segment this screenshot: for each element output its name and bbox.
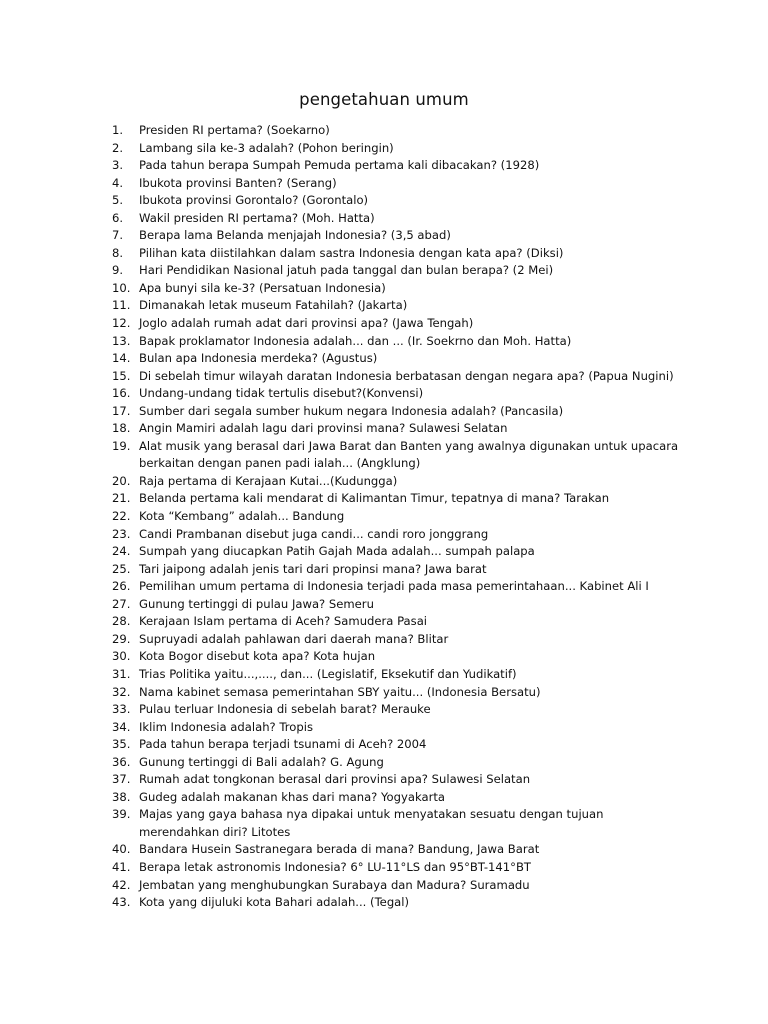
list-item bbox=[112, 508, 672, 526]
list-item-number: 11. bbox=[112, 298, 131, 313]
list-item-text bbox=[139, 227, 672, 245]
list-item-text bbox=[139, 841, 672, 859]
list-item bbox=[112, 192, 672, 210]
list-item-number: 12. bbox=[112, 316, 131, 331]
list-item-text-line: Gunung tertinggi di pulau Jawa? Semeru bbox=[139, 596, 374, 611]
list-item bbox=[112, 859, 672, 877]
list-item-text-line: Undang-undang tidak tertulis disebut?(Konvensi) bbox=[139, 386, 424, 401]
list-item bbox=[112, 561, 672, 579]
list-item-text-line: Bandara Husein Sastranegara berada di mana? Bandung, Jawa Barat bbox=[139, 842, 540, 857]
list-item bbox=[112, 631, 672, 649]
list-item-text-line: Kota Bogor disebut kota apa? Kota hujan bbox=[139, 649, 376, 664]
list-item-text-line: Ibukota provinsi Gorontalo? (Gorontalo) bbox=[139, 193, 369, 208]
list-item-text bbox=[139, 157, 672, 175]
list-item-text bbox=[139, 596, 672, 614]
list-item-number: 16. bbox=[112, 386, 131, 401]
list-item-text-line: Pulau terluar Indonesia di sebelah barat? Merauke bbox=[139, 702, 431, 717]
list-item-text bbox=[139, 771, 672, 789]
list-item-text bbox=[139, 719, 672, 737]
list-item-number: 21. bbox=[112, 491, 131, 506]
list-item-text bbox=[139, 262, 672, 280]
list-item-number: 17. bbox=[112, 403, 131, 418]
list-item bbox=[112, 403, 672, 421]
list-item-text bbox=[139, 122, 672, 140]
list-item bbox=[112, 596, 672, 614]
list-item-number: 26. bbox=[112, 579, 131, 594]
list-item-text bbox=[139, 701, 672, 719]
list-item bbox=[112, 157, 672, 175]
list-item bbox=[112, 736, 672, 754]
list-item-text bbox=[139, 333, 672, 351]
list-item-text-line: Hari Pendidikan Nasional jatuh pada tanggal dan bulan berapa? (2 Mei) bbox=[139, 263, 554, 278]
list-item-text-line: Presiden RI pertama? (Soekarno) bbox=[139, 123, 330, 137]
list-item bbox=[112, 315, 672, 333]
list-item-text bbox=[139, 438, 678, 473]
list-item-text bbox=[139, 490, 672, 508]
list-item-text bbox=[139, 297, 672, 315]
list-item-number: 32. bbox=[112, 684, 131, 699]
list-item-text-line: Alat musik yang berasal dari Jawa Barat dan Banten yang awalnya digunakan untuk upacara bbox=[139, 438, 679, 453]
list-item bbox=[112, 666, 672, 684]
list-item-text-line: Raja pertama di Kerajaan Kutai...(Kudungga) bbox=[139, 473, 398, 488]
list-item-number: 6. bbox=[112, 210, 124, 225]
list-item-text bbox=[139, 631, 672, 649]
list-item bbox=[112, 789, 672, 807]
list-item-text-line: Trias Politika yaitu...,...., dan... (Legislatif, Eksekutif dan Yudikatif) bbox=[139, 666, 517, 681]
list-item bbox=[112, 841, 672, 859]
list-item-text bbox=[139, 473, 672, 491]
list-item-text-line: Wakil presiden RI pertama? (Moh. Hatta) bbox=[139, 210, 375, 225]
list-item-number: 15. bbox=[112, 368, 131, 383]
list-item-text bbox=[139, 140, 672, 158]
list-item-text-line: berkaitan dengan panen padi ialah... (Angklung) bbox=[139, 456, 421, 471]
list-item bbox=[112, 613, 672, 631]
list-item-text-line: Tari jaipong adalah jenis tari dari propinsi mana? Jawa barat bbox=[139, 561, 487, 576]
list-item-text bbox=[139, 736, 672, 754]
list-item-text-line: Dimanakah letak museum Fatahilah? (Jakarta) bbox=[139, 298, 408, 313]
list-item-text-line: Sumpah yang diucapkan Patih Gajah Mada adalah... sumpah palapa bbox=[139, 544, 535, 559]
list-item bbox=[112, 175, 672, 193]
list-item bbox=[112, 490, 672, 508]
list-item-number: 31. bbox=[112, 666, 131, 681]
list-item-text bbox=[139, 350, 672, 368]
list-item-text-line: Kota yang dijuluki kota Bahari adalah... (Tegal) bbox=[139, 895, 410, 910]
list-item bbox=[112, 227, 672, 245]
list-item-text-line: Ibukota provinsi Banten? (Serang) bbox=[139, 175, 337, 190]
question-list bbox=[112, 122, 679, 912]
list-item bbox=[112, 280, 672, 298]
list-item-text-line: Berapa lama Belanda menjajah Indonesia? (3,5 abad) bbox=[139, 228, 451, 243]
list-item-number: 36. bbox=[112, 754, 131, 769]
list-item bbox=[112, 420, 672, 438]
list-item-text bbox=[139, 210, 672, 228]
list-item-number: 37. bbox=[112, 772, 131, 787]
list-item-text-line: Lambang sila ke-3 adalah? (Pohon beringin) bbox=[139, 140, 394, 155]
list-item-number: 27. bbox=[112, 596, 131, 611]
list-item-text bbox=[139, 648, 672, 666]
list-item-text-line: Gudeg adalah makanan khas dari mana? Yogyakarta bbox=[139, 789, 446, 804]
list-item bbox=[112, 894, 672, 912]
list-item-number: 29. bbox=[112, 631, 131, 646]
list-item bbox=[112, 526, 672, 544]
list-item-text bbox=[139, 859, 672, 877]
list-item bbox=[112, 350, 672, 368]
list-item-number: 8. bbox=[112, 245, 124, 260]
list-item-text bbox=[139, 613, 672, 631]
list-item bbox=[112, 140, 672, 158]
list-item-number: 25. bbox=[112, 561, 131, 576]
list-item-text bbox=[139, 368, 674, 386]
list-item bbox=[112, 543, 672, 561]
list-item-text bbox=[139, 894, 672, 912]
list-item-text bbox=[139, 754, 672, 772]
list-item-text-line: Pada tahun berapa Sumpah Pemuda pertama kali dibacakan? (1928) bbox=[139, 158, 540, 173]
list-item-text bbox=[139, 245, 672, 263]
list-item-text-line: Kota “Kembang” adalah... Bandung bbox=[139, 509, 345, 524]
list-item-number: 40. bbox=[112, 842, 131, 857]
list-item bbox=[112, 877, 672, 895]
list-item-text-line: Di sebelah timur wilayah daratan Indonesia berbatasan dengan negara apa? (Papua Nugini) bbox=[139, 368, 674, 383]
list-item bbox=[112, 719, 672, 737]
list-item bbox=[112, 684, 672, 702]
list-item-text-line: Pemilihan umum pertama di Indonesia terjadi pada masa pemerintahaan... Kabinet Ali I bbox=[139, 579, 649, 594]
list-item bbox=[112, 262, 672, 280]
list-item-number: 5. bbox=[112, 193, 124, 208]
list-item-number: 28. bbox=[112, 614, 131, 629]
list-item bbox=[112, 771, 672, 789]
list-item bbox=[112, 438, 679, 473]
list-item-text-line: Nama kabinet semasa pemerintahan SBY yaitu... (Indonesia Bersatu) bbox=[139, 684, 541, 699]
list-item bbox=[112, 754, 672, 772]
list-item-text bbox=[139, 543, 672, 561]
list-item-text-line: Apa bunyi sila ke-3? (Persatuan Indonesia) bbox=[139, 280, 386, 295]
list-item-number: 4. bbox=[112, 175, 124, 190]
list-item bbox=[112, 368, 672, 386]
list-item-number: 9. bbox=[112, 263, 124, 278]
list-item-number: 41. bbox=[112, 859, 131, 874]
list-item-text bbox=[139, 806, 672, 841]
list-item-text-line: Iklim Indonesia adalah? Tropis bbox=[139, 719, 313, 734]
list-item-text bbox=[139, 280, 672, 298]
list-item-number: 35. bbox=[112, 737, 131, 752]
list-item-text-line: merendahkan diri? Litotes bbox=[139, 824, 291, 839]
list-item-number: 42. bbox=[112, 877, 131, 892]
list-item-text-line: Sumber dari segala sumber hukum negara Indonesia adalah? (Pancasila) bbox=[139, 403, 564, 418]
list-item-text bbox=[139, 508, 672, 526]
document-title: pengetahuan umum bbox=[299, 90, 469, 109]
list-item-text-line: Supruyadi adalah pahlawan dari daerah mana? Blitar bbox=[139, 631, 449, 646]
list-item bbox=[112, 245, 672, 263]
list-item bbox=[112, 333, 672, 351]
list-item-text bbox=[139, 385, 672, 403]
list-item bbox=[112, 122, 672, 140]
list-item-text-line: Belanda pertama kali mendarat di Kalimantan Timur, tepatnya di mana? Tarakan bbox=[139, 491, 610, 506]
list-item bbox=[112, 648, 672, 666]
list-item-number: 19. bbox=[112, 438, 131, 453]
list-item bbox=[112, 210, 672, 228]
list-item-text bbox=[139, 578, 672, 596]
list-item-number: 23. bbox=[112, 526, 131, 541]
list-item-number: 38. bbox=[112, 789, 131, 804]
list-item bbox=[112, 385, 672, 403]
list-item-text-line: Angin Mamiri adalah lagu dari provinsi mana? Sulawesi Selatan bbox=[139, 421, 508, 436]
list-item bbox=[112, 297, 672, 315]
list-item-text-line: Pada tahun berapa terjadi tsunami di Aceh? 2004 bbox=[139, 737, 427, 752]
list-item-text-line: Kerajaan Islam pertama di Aceh? Samudera Pasai bbox=[139, 614, 428, 629]
list-item-number: 33. bbox=[112, 702, 131, 717]
list-item-text-line: Joglo adalah rumah adat dari provinsi apa? (Jawa Tengah) bbox=[139, 316, 474, 331]
list-item-text bbox=[139, 526, 672, 544]
list-item-text bbox=[139, 666, 672, 684]
list-item-text-line: Pilihan kata diistilahkan dalam sastra Indonesia dengan kata apa? (Diksi) bbox=[139, 245, 564, 260]
list-item-text-line: Majas yang gaya bahasa nya dipakai untuk menyatakan sesuatu dengan tujuan bbox=[139, 807, 604, 822]
list-item-text bbox=[139, 684, 672, 702]
list-item-text bbox=[139, 192, 672, 210]
list-item-text bbox=[139, 420, 672, 438]
list-item bbox=[112, 473, 672, 491]
list-item-text-line: Berapa letak astronomis Indonesia? 6° LU-11°LS dan 95°BT-141°BT bbox=[139, 859, 532, 874]
list-item bbox=[112, 578, 672, 596]
list-item-number: 2. bbox=[112, 140, 124, 155]
list-item-number: 14. bbox=[112, 351, 131, 366]
list-item-number: 34. bbox=[112, 719, 131, 734]
list-item bbox=[112, 806, 672, 841]
list-item-number: 20. bbox=[112, 473, 131, 488]
list-item-number: 22. bbox=[112, 509, 131, 524]
list-item-number: 7. bbox=[112, 228, 124, 243]
list-item-text bbox=[139, 403, 672, 421]
list-item-text-line: Candi Prambanan disebut juga candi... candi roro jonggrang bbox=[139, 526, 489, 541]
list-item-number: 10. bbox=[112, 280, 131, 295]
list-item-text bbox=[139, 315, 672, 333]
list-item-number: 39. bbox=[112, 807, 131, 822]
list-item-text-line: Jembatan yang menghubungkan Surabaya dan Madura? Suramadu bbox=[139, 877, 530, 892]
list-item-number: 13. bbox=[112, 333, 131, 348]
list-item-text-line: Bulan apa Indonesia merdeka? (Agustus) bbox=[139, 351, 378, 366]
list-item-text-line: Gunung tertinggi di Bali adalah? G. Agung bbox=[139, 754, 384, 769]
list-item-number: 18. bbox=[112, 421, 131, 436]
list-item-text-line: Bapak proklamator Indonesia adalah... dan ... (Ir. Soekrno dan Moh. Hatta) bbox=[139, 333, 572, 348]
list-item-number: 3. bbox=[112, 158, 124, 173]
list-item-number: 43. bbox=[112, 895, 131, 910]
list-item-number: 1. bbox=[112, 123, 124, 137]
list-item-text bbox=[139, 877, 672, 895]
list-item-number: 24. bbox=[112, 544, 131, 559]
list-item bbox=[112, 701, 672, 719]
list-item-text-line: Rumah adat tongkonan berasal dari provinsi apa? Sulawesi Selatan bbox=[139, 772, 531, 787]
list-item-number: 30. bbox=[112, 649, 131, 664]
list-item-text bbox=[139, 789, 672, 807]
list-item-text bbox=[139, 561, 672, 579]
list-item-text bbox=[139, 175, 672, 193]
